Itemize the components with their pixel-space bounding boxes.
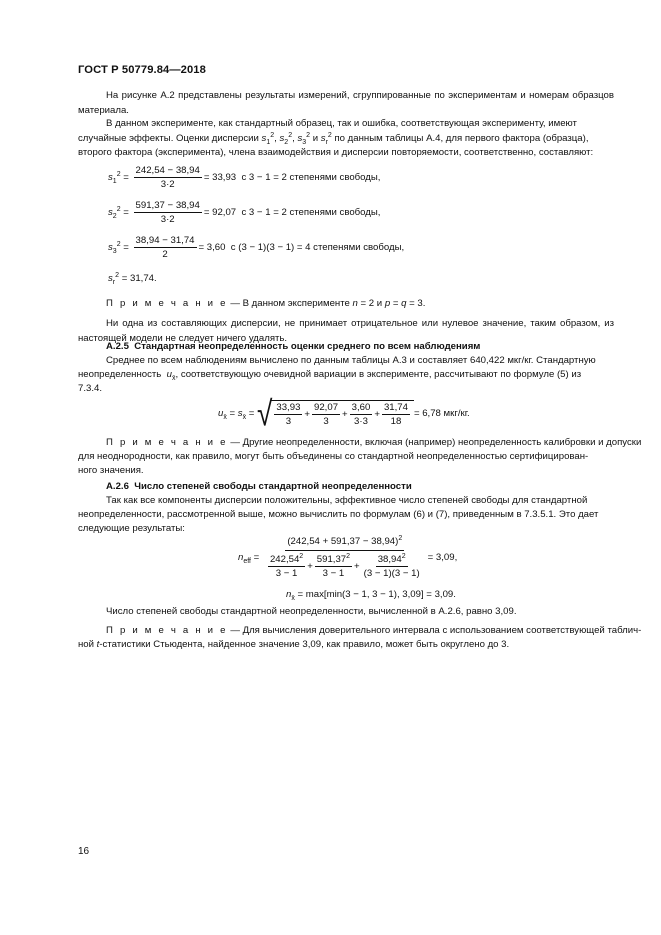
- intro-paragraph-2-line-1: В данном эксперименте, как стандартный образец, так и ошибка, соответствующая эксперименту, имеют: [106, 118, 577, 129]
- section-a25-line-2: неопределенность $u_{x̄}$, соответствующую очевидной вариации в эксперименте, рассчитывают по формуле (5) из: [78, 369, 582, 382]
- note-2-line-2: для неоднородности, как правило, могут быть объединены со стандартной неопределенностью сертифицирован-: [78, 451, 589, 462]
- square-root: √ $\frac{33,93}{3}$ + $\frac{92,07}{3}$ + $\frac{3,60}{3\cdot 3}$ + $\frac{31,74}{18}$: [257, 400, 414, 427]
- note-3-line-2: ной t-статистики Стьюдента, найденное значение 3,09, как правило, может быть округлено до 3.: [78, 639, 510, 650]
- equation-s1: $s_1^2$ = $\frac{242,54 - 38,94}{3\cdot 2}$ = 33,93 с 3 − 1 = 2 степенями свободы,: [108, 165, 381, 190]
- conclusion-line: Число степеней свободы стандартной неопределенности, вычисленной в А.2.6, равно 3,09.: [106, 606, 517, 617]
- section-a25-line-3: 7.3.4.: [78, 383, 103, 394]
- intro-paragraph-2-line-3: второго фактора (эксперимента), члена взаимодействия и дисперсии повторяемости, соответственно, составляют:: [78, 147, 594, 158]
- section-a26-heading: А.2.6 Число степеней свободы стандартной неопределенности: [106, 481, 412, 492]
- equation-s2: $s_2^2$ = $\frac{591,37 - 38,94}{3\cdot 2}$ = 92,07 с 3 − 1 = 2 степенями свободы,: [108, 200, 381, 225]
- section-a25-heading: А.2.5 Стандартная неопределенность оценки среднего по всем наблюдениям: [106, 341, 481, 352]
- paragraph-nonzero: Ни одна из составляющих дисперсии, не принимает отрицательное или нулевое значение, таким образом, из настоящей модели не следует ничего удалять.: [78, 318, 614, 344]
- intro-paragraph-1: На рисунке А.2 представлены результаты измерений, сгруппированные по экспериментам и номерам образцов материала.: [78, 90, 614, 116]
- note-3-line-1: П р и м е ч а н и е — Для вычисления доверительного интервала с использованием соответствующей таблич-: [106, 625, 642, 636]
- note-2-line-1: П р и м е ч а н и е — Другие неопределенности, включая (например) неопределенность калибровки и допуски: [106, 437, 642, 448]
- formula-u-xbar: $u_{x̄} = s_{x̄}$ = √ $\frac{33,93}{3}$ + $\frac{92,07}{3}$ + $\frac{3,60}{3\cdot 3}$ + $\frac{31,74}{18}$ = 6,78 мкг/кг.: [218, 393, 470, 433]
- variance-symbols: $s_1^2$, $s_2^2$, $s_3^2$ и $s_r^2$: [261, 131, 332, 146]
- note-2-line-3: ного значения.: [78, 465, 144, 476]
- intro-paragraph-2-line-2: случайные эффекты. Оценки дисперсии $s_1^2$, $s_2^2$, $s_3^2$ и $s_r^2$ по данным таблицы А.4, для первого фактора (образца),: [78, 131, 589, 146]
- formula-nx: $n_{x̄}$ = max[min(3 − 1, 3 − 1), 3,09] = 3,09.: [286, 589, 456, 602]
- equation-s3: $s_3^2$ = $\frac{38,94 - 31,74}{2}$ = 3,60 с (3 − 1)(3 − 1) = 4 степенями свободы,: [108, 235, 405, 260]
- note-1: П р и м е ч а н и е — В данном эксперименте n = 2 и p = q = 3.: [106, 298, 426, 309]
- section-a26-line-1: Так как все компоненты дисперсии положительны, эффективное число степеней свободы для стандартной: [106, 495, 588, 506]
- section-a26-line-2: неопределенности, рассмотренной выше, можно вычислить по формулам (6) и (7), приведенным в 7.3.5.1. Это дает: [78, 509, 599, 520]
- document-header: ГОСТ Р 50779.84—2018: [78, 64, 206, 76]
- formula-neff: $n_{eff}$ = $(242,54 + 591,37 - 38,94)^2$ $\frac{242,54^2}{3 - 1}$ + $\frac{591,37^2}{3 - 1}$ + $\frac{38,94^2}{(3 - 1)(3 - 1)}$ = 3,09,: [238, 534, 458, 579]
- page-number: 16: [78, 846, 90, 857]
- section-a25-line-1: Среднее по всем наблюдениям вычислено по данным таблицы А.3 и составляет 640,422 мкг/кг. Стандартную: [106, 355, 596, 366]
- section-a26-line-3: следующие результаты:: [78, 523, 185, 534]
- u-xbar-symbol: $u_{x̄}$: [166, 369, 176, 382]
- equation-sr: $s_r^2$ = 31,74.: [108, 271, 157, 286]
